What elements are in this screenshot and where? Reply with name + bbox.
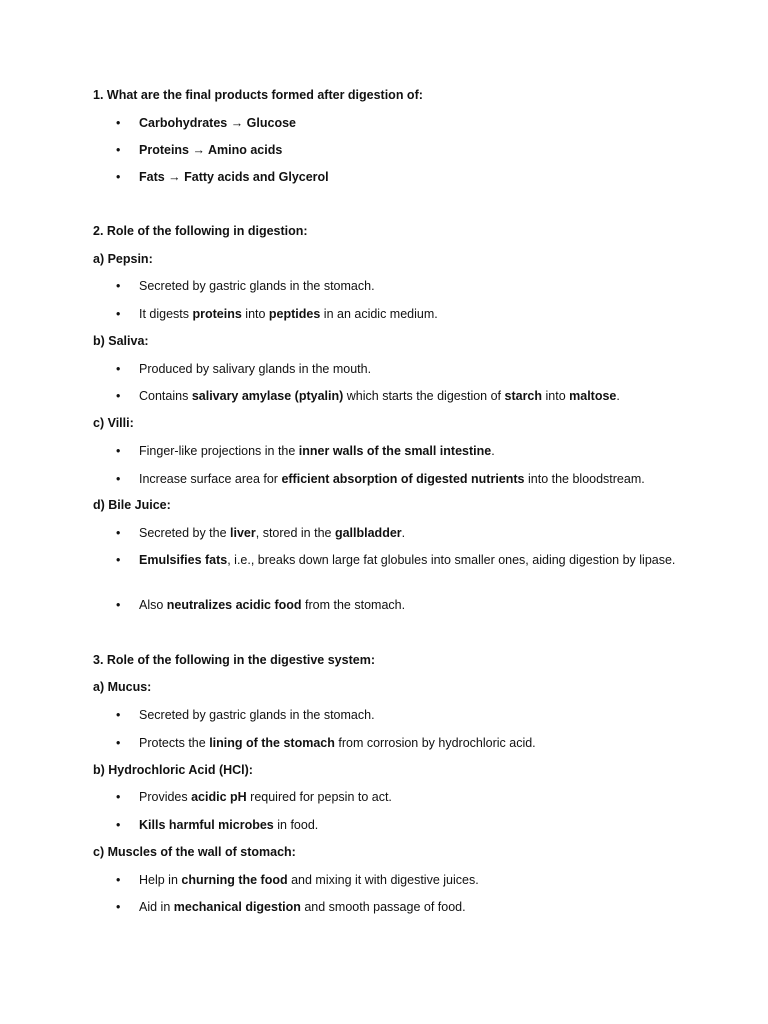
bold-run: salivary amylase (ptyalin) [191,389,344,403]
text-run: It digests [139,307,193,321]
text-run: . [491,444,495,458]
text-run: , stored in the [255,526,335,540]
list-item [139,306,679,323]
text-run: in food. [273,818,319,832]
list-item [139,872,679,889]
text-run: Also [139,598,167,612]
text-run: . [401,526,406,540]
subheading-bile-juice: d) Bile Juice: [93,498,171,512]
text-run: from the stomach. [301,598,406,612]
list-item [139,278,679,295]
bold-run: Kills harmful microbes [139,818,274,832]
list-item [139,169,679,186]
text-run: Secreted by the [139,526,231,540]
text-run: Aid in [139,900,174,914]
list-item [139,471,679,488]
list-item [139,597,679,614]
text-run: Help in [139,873,182,887]
text-run: in an acidic medium. [320,307,438,321]
text-run: into the bloodstream. [524,472,645,486]
bullet-text: Secreted by gastric glands in the stomach. [139,279,375,293]
bullet-text: Fats → Fatty acids and Glycerol [139,170,329,184]
bold-run: proteins [192,307,242,321]
subheading-saliva: b) Saliva: [93,334,149,348]
bold-run: maltose [569,389,617,403]
subheading-villi: c) Villi: [93,416,134,430]
list-item [139,388,679,405]
bold-run: mechanical digestion [173,900,301,914]
text-run: from corrosion by hydrochloric acid. [334,736,536,750]
subheading-mucus: a) Mucus: [93,680,152,694]
bold-run: churning the food [181,873,288,887]
bold-run: lining of the stomach [209,736,335,750]
list-item [139,899,679,916]
list-item [139,142,679,159]
bold-run: efficient absorption of digested nutrients [281,472,525,486]
text-run: which starts the digestion of [343,389,505,403]
text-run: Contains [139,389,192,403]
text-run: Finger-like projections in the [139,444,299,458]
bold-run: inner walls of the small intestine [298,444,492,458]
text-run: required for pepsin to act. [246,790,392,804]
text-run: into [542,389,570,403]
bold-run: gallbladder [334,526,402,540]
text-run: and mixing it with digestive juices. [287,873,479,887]
text-run: Increase surface area for [139,472,282,486]
list-item [139,735,679,752]
bold-run: liver [230,526,256,540]
list-item [139,443,679,460]
list-item [139,817,679,834]
bold-run: starch [504,389,543,403]
list-item [139,525,679,542]
list-item [139,115,679,132]
list-item [139,552,679,569]
question-2-heading: 2. Role of the following in digestion: [93,224,308,238]
bullet-text: Carbohydrates → Glucose [139,116,296,130]
text-run: Provides [139,790,192,804]
bold-run: acidic pH [191,790,247,804]
bold-run: peptides [268,307,321,321]
bullet-text: Secreted by gastric glands in the stomach. [139,708,375,722]
subheading-stomach-muscles: c) Muscles of the wall of stomach: [93,845,296,859]
list-item [139,789,679,806]
bold-run: neutralizes acidic food [166,598,302,612]
bold-run: Emulsifies fats [139,553,228,567]
bullet-text: Produced by salivary glands in the mouth. [139,362,372,376]
text-run: Protects the [139,736,210,750]
text-run: and smooth passage of food. [300,900,466,914]
bullet-text: Proteins → Amino acids [139,143,283,157]
text-run: , i.e., breaks down large fat globules into smaller ones, aiding digestion by lipase. [227,553,676,567]
list-item [139,361,679,378]
subheading-hydrochloric-acid: b) Hydrochloric Acid (HCl): [93,763,253,777]
question-1-heading: 1. What are the final products formed after digestion of: [93,88,423,102]
text-run: . [616,389,620,403]
subheading-pepsin: a) Pepsin: [93,252,153,266]
text-run: into [241,307,269,321]
list-item [139,707,679,724]
question-3-heading: 3. Role of the following in the digestive system: [93,653,375,667]
